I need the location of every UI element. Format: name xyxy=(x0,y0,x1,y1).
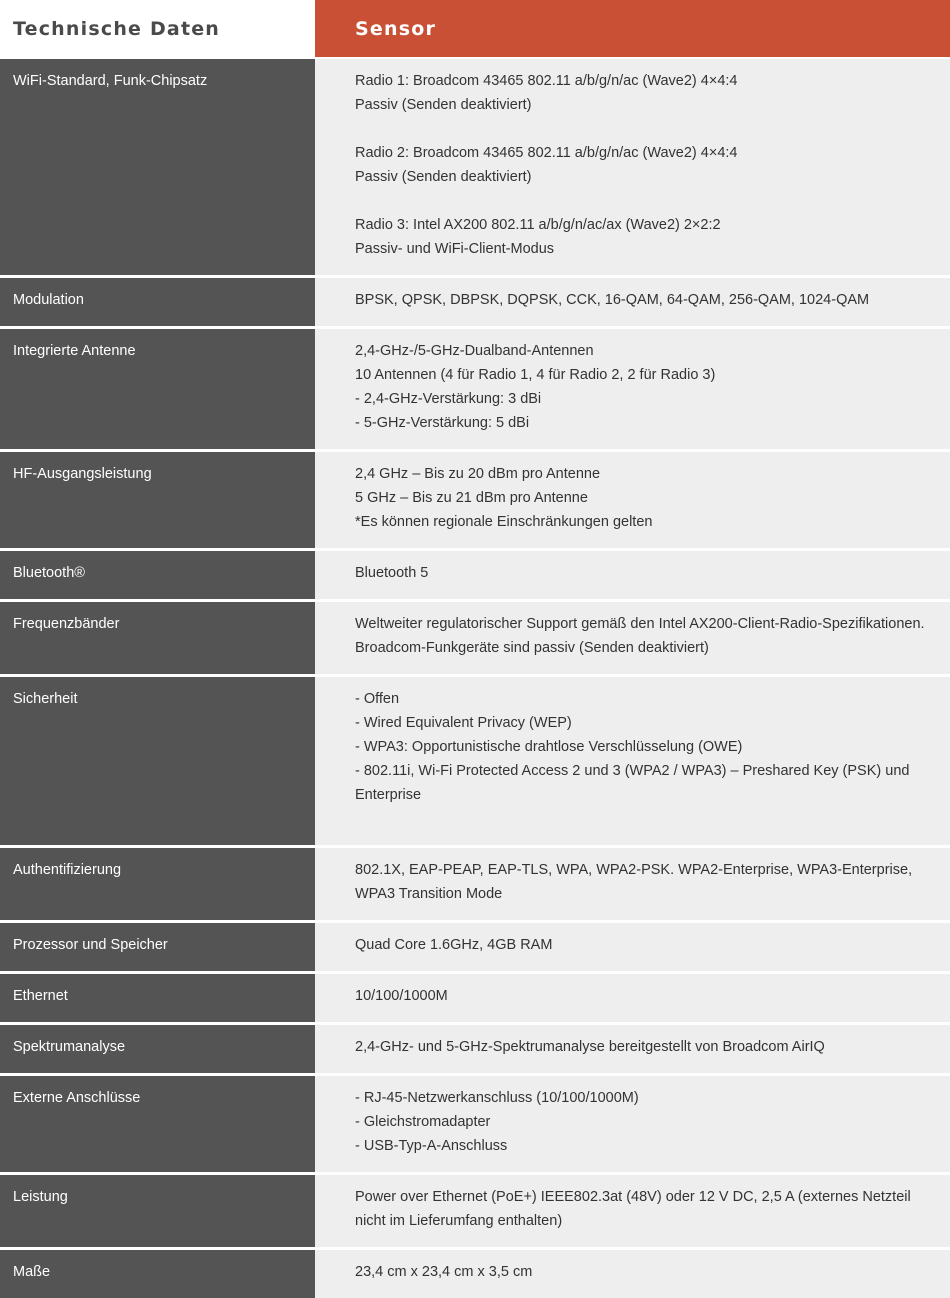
spec-label: Modulation xyxy=(0,278,315,326)
spec-row xyxy=(0,278,950,326)
spec-value xyxy=(315,1076,950,1172)
spec-row xyxy=(0,551,950,599)
spec-value-line: 10/100/1000M xyxy=(355,988,448,1004)
spec-label: Spektrumanalyse xyxy=(0,1025,315,1073)
spec-value-line: - Gleichstromadapter xyxy=(355,1114,491,1130)
spec-value-line: 5 GHz – Bis zu 21 dBm pro Antenne xyxy=(355,490,588,506)
spec-row xyxy=(0,329,950,449)
spec-value xyxy=(315,677,950,845)
spec-value-line: Power over Ethernet (PoE+) IEEE802.3at (48V) oder 12 V DC, 2,5 A (externes Netzteil nicht im Lieferumfang enthalten) xyxy=(355,1189,911,1229)
spec-value-line: 2,4-GHz-/5-GHz-Dualband-Antennen xyxy=(355,343,594,359)
spec-label: Authentifizierung xyxy=(0,848,315,920)
spec-row xyxy=(0,1250,950,1298)
spec-value-line: 10 Antennen (4 für Radio 1, 4 für Radio 2, 2 für Radio 3) xyxy=(355,367,716,383)
spec-value-line: - 2,4-GHz-Verstärkung: 3 dBi xyxy=(355,391,542,407)
spec-value-line: 23,4 cm x 23,4 cm x 3,5 cm xyxy=(355,1264,533,1280)
spec-label: Sicherheit xyxy=(0,677,315,845)
spec-value xyxy=(315,278,950,326)
spec-value-line: - WPA3: Opportunistische drahtlose Verschlüsselung (OWE) xyxy=(355,739,743,755)
spec-value-line: Bluetooth 5 xyxy=(355,565,429,581)
spec-row xyxy=(0,1175,950,1247)
spec-value-line: BPSK, QPSK, DBPSK, DQPSK, CCK, 16-QAM, 64-QAM, 256-QAM, 1024-QAM xyxy=(355,292,870,308)
spec-row xyxy=(0,923,950,971)
spec-value-line: Weltweiter regulatorischer Support gemäß den Intel AX200-Client-Radio-Spezifikationen. xyxy=(355,616,925,632)
spec-row xyxy=(0,848,950,920)
spec-value xyxy=(315,602,950,674)
spec-value-line: Broadcom-Funkgeräte sind passiv (Senden deaktiviert) xyxy=(355,640,709,656)
spec-value-line: Radio 1: Broadcom 43465 802.11 a/b/g/n/ac (Wave2) 4×4:4 xyxy=(355,73,738,89)
spec-row xyxy=(0,602,950,674)
spec-value-line: - USB-Typ-A-Anschluss xyxy=(355,1138,508,1154)
table-title: Technische Daten xyxy=(0,0,315,57)
spec-label: Ethernet xyxy=(0,974,315,1022)
spec-label: Externe Anschlüsse xyxy=(0,1076,315,1172)
spec-label: Leistung xyxy=(0,1175,315,1247)
spec-row xyxy=(0,677,950,845)
spec-value xyxy=(315,1025,950,1073)
spec-value-line: - RJ-45-Netzwerkanschluss (10/100/1000M) xyxy=(355,1090,639,1106)
spec-value xyxy=(315,329,950,449)
spec-value-line: - 5-GHz-Verstärkung: 5 dBi xyxy=(355,415,530,431)
spec-value xyxy=(315,551,950,599)
spacer xyxy=(355,117,940,141)
spec-label: HF-Ausgangsleistung xyxy=(0,452,315,548)
spec-label: Prozessor und Speicher xyxy=(0,923,315,971)
spec-value-line: Radio 2: Broadcom 43465 802.11 a/b/g/n/ac (Wave2) 4×4:4 xyxy=(355,145,738,161)
spec-value-line: 2,4 GHz – Bis zu 20 dBm pro Antenne xyxy=(355,466,601,482)
spec-row xyxy=(0,974,950,1022)
spec-value-line: Passiv- und WiFi-Client-Modus xyxy=(355,241,555,257)
spec-value xyxy=(315,923,950,971)
spec-row xyxy=(0,59,950,275)
spec-value-line: - Wired Equivalent Privacy (WEP) xyxy=(355,715,572,731)
spec-value xyxy=(315,452,950,548)
spec-value-line: Passiv (Senden deaktiviert) xyxy=(355,97,532,113)
spec-value-line: - Offen xyxy=(355,691,400,707)
table-header xyxy=(0,0,950,57)
spec-value-line: Passiv (Senden deaktiviert) xyxy=(355,169,532,185)
spec-label: WiFi-Standard, Funk-Chipsatz xyxy=(0,59,315,275)
product-column-header: Sensor xyxy=(315,0,950,57)
spacer xyxy=(355,189,940,213)
spec-value-line: 2,4-GHz- und 5-GHz-Spektrumanalyse bereitgestellt von Broadcom AirIQ xyxy=(355,1039,825,1055)
spec-value-line: Radio 3: Intel AX200 802.11 a/b/g/n/ac/ax (Wave2) 2×2:2 xyxy=(355,217,721,233)
spec-row xyxy=(0,1025,950,1073)
spec-value xyxy=(315,1175,950,1247)
spec-row xyxy=(0,452,950,548)
spec-value xyxy=(315,1250,950,1298)
spec-value xyxy=(315,974,950,1022)
spec-label: Maße xyxy=(0,1250,315,1298)
spec-value-line: *Es können regionale Einschränkungen gelten xyxy=(355,514,653,530)
spec-label: Integrierte Antenne xyxy=(0,329,315,449)
spec-label: Bluetooth® xyxy=(0,551,315,599)
spec-value-line: Quad Core 1.6GHz, 4GB RAM xyxy=(355,937,553,953)
spec-value-line: 802.1X, EAP-PEAP, EAP-TLS, WPA, WPA2-PSK. WPA2-Enterprise, WPA3-Enterprise, WPA3 Transition Mode xyxy=(355,862,913,902)
spec-row xyxy=(0,1076,950,1172)
spec-value xyxy=(315,848,950,920)
spec-value xyxy=(315,59,950,275)
spec-value-line: - 802.11i, Wi-Fi Protected Access 2 und 3 (WPA2 / WPA3) – Preshared Key (PSK) und Enterprise xyxy=(355,763,910,803)
spec-label: Frequenzbänder xyxy=(0,602,315,674)
